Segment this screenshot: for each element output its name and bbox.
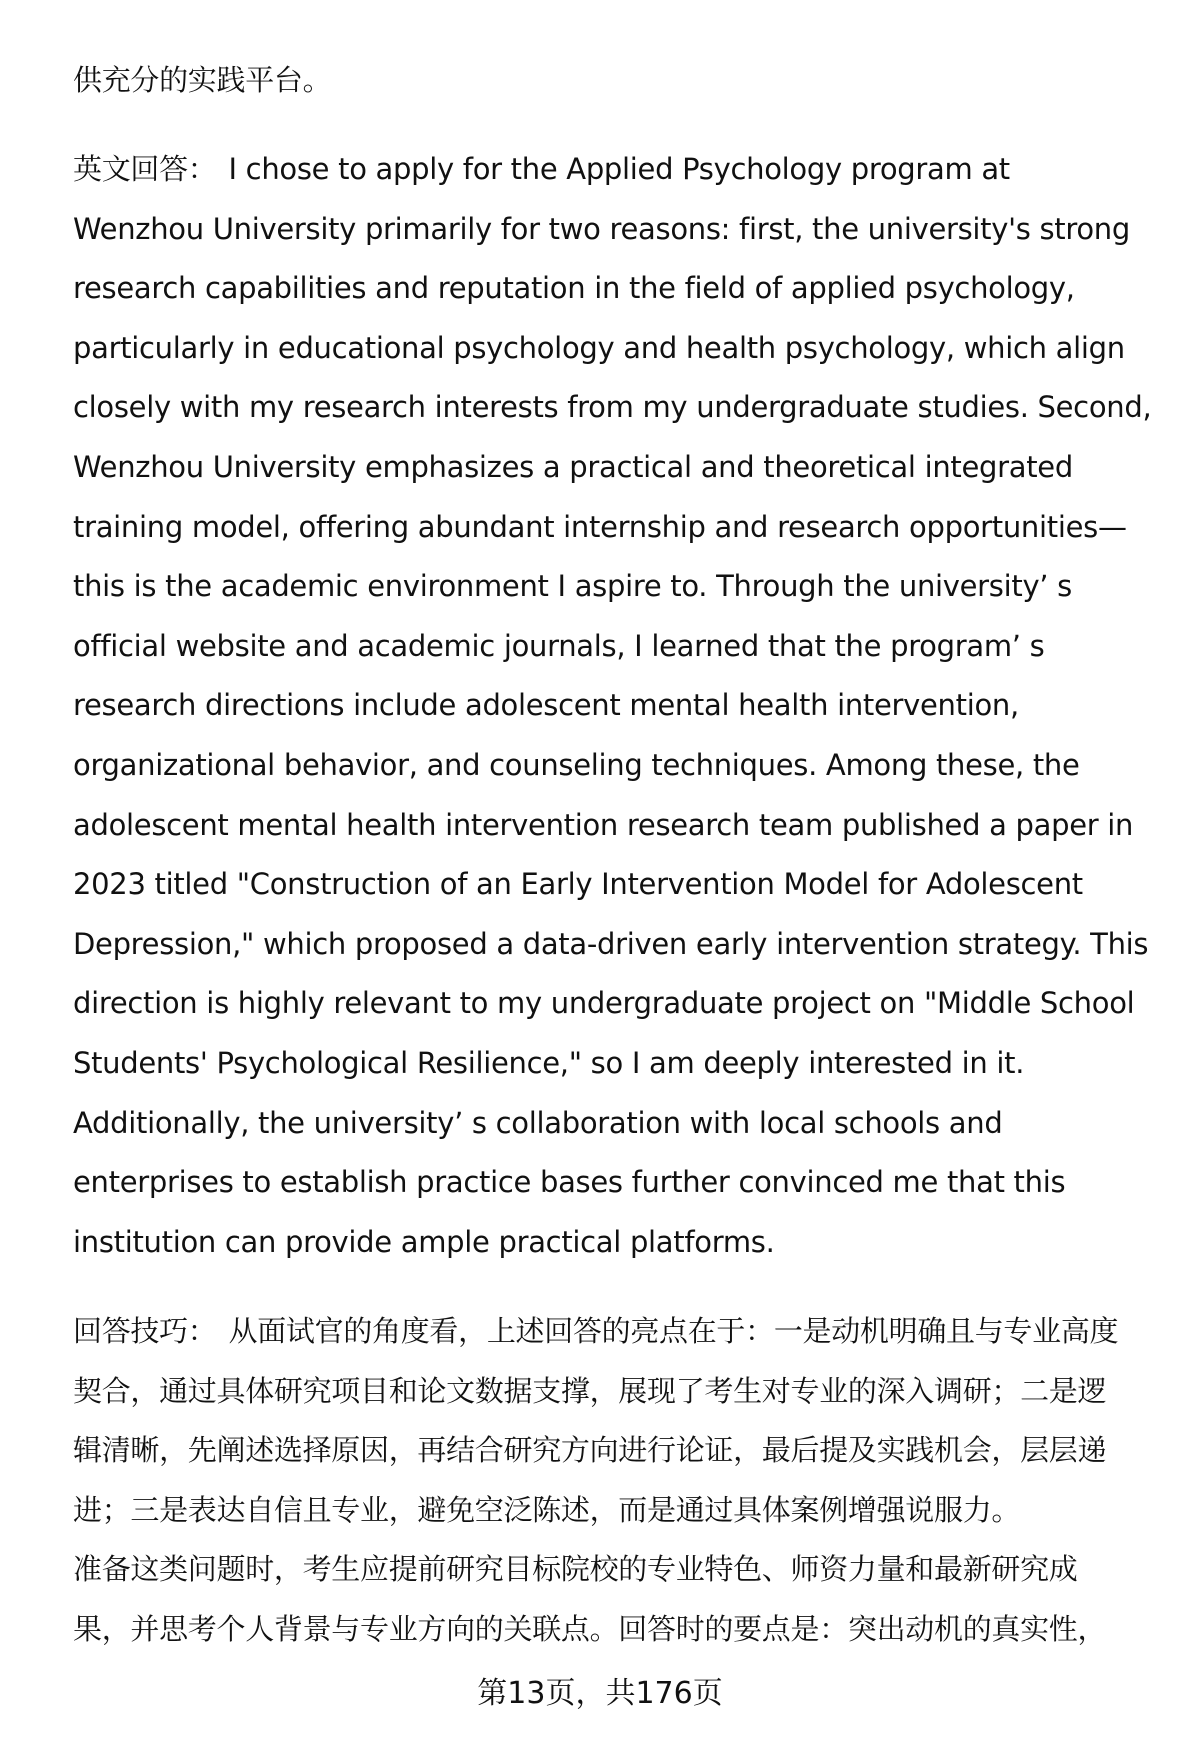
line-text: Depression," which proposed a data-driven early intervention strategy. This [73,926,1149,961]
line-text: research capabilities and reputation in the field of applied psychology, [73,271,1075,306]
line-text: 辑清晰，先阐述选择原因，再结合研究方向进行论证，最后提及实践机会，层层递 [73,1433,1107,1468]
line-text: training model, offering abundant internship and research opportunities— [73,509,1127,544]
english-answer-line [73,568,1072,604]
section-label: 英文回答： [73,152,217,186]
line-text: 从面试官的角度看，上述回答的亮点在于：一是动机明确且与专业高度 [228,1314,1119,1348]
line-text: I chose to apply for the Applied Psychology program at [228,152,1010,186]
english-answer-line [73,807,1133,843]
line-text: enterprises to establish practice bases further convinced me that this [73,1165,1066,1200]
line-text: 契合，通过具体研究项目和论文数据支撑，展现了考生对专业的深入调研；二是逻 [73,1373,1107,1408]
line-text: Wenzhou University primarily for two reasons: first, the university's strong [73,211,1130,246]
line-text: 2023 titled "Construction of an Early Intervention Model for Adolescent [73,867,1083,902]
english-answer-line [73,1224,775,1260]
line-text: institution can provide ample practical platforms. [73,1224,775,1259]
english-answer-line [73,1164,1065,1200]
english-answer-line [73,509,1127,545]
english-answer-line [73,1105,1002,1141]
line-text: 果，并思考个人背景与专业方向的关联点。回答时的要点是：突出动机的真实性， [73,1612,1107,1646]
line-text: organizational behavior, and counseling techniques. Among these, the [73,748,1080,782]
english-answer-line [73,1045,1024,1081]
english-answer-line [73,866,1083,902]
english-answer-line [73,389,1151,425]
line-text: direction is highly relevant to my undergraduate project on "Middle School [73,986,1135,1021]
intro-tail-text: 供充分的实践平台。 [73,63,332,97]
tips-line [73,1373,1106,1409]
english-answer-line [73,747,1080,783]
tips-line [73,1313,1118,1349]
english-answer-line [73,211,1130,247]
english-answer-line [73,449,1073,485]
line-text: Additionally, the university’ s collaboration with local schools and [73,1105,1003,1140]
line-text: official website and academic journals, I learned that the program’ s [73,628,1045,663]
tips-line [73,1432,1106,1468]
line-text: Wenzhou University emphasizes a practical and theoretical integrated [73,450,1073,484]
line-text: particularly in educational psychology and health psychology, which align [73,330,1125,365]
tips-line [73,1492,1020,1528]
english-answer-line [73,926,1148,962]
page-number: 第13页，共176页 [477,1676,723,1711]
english-answer-line [73,687,1019,723]
english-answer-line [73,628,1044,664]
line-text: research directions include adolescent mental health intervention, [73,688,1019,723]
english-answer-line [73,330,1125,366]
line-text: 进；三是表达自信且专业，避免空泛陈述，而是通过具体案例增强说服力。 [73,1492,1021,1527]
line-text: closely with my research interests from my undergraduate studies. Second, [73,390,1152,425]
line-text: 准备这类问题时，考生应提前研究目标院校的专业特色、师资力量和最新研究成 [73,1552,1078,1587]
section-label: 回答技巧： [73,1314,217,1348]
tips-line [73,1611,1106,1647]
english-answer-line [73,985,1134,1021]
line-text: adolescent mental health intervention research team published a paper in [73,807,1134,842]
line-text: this is the academic environment I aspire to. Through the university’ s [73,569,1072,604]
english-answer-line [73,270,1075,306]
english-answer-line [73,151,1010,187]
line-text: Students' Psychological Resilience," so I am deeply interested in it. [73,1046,1025,1080]
tips-line [73,1551,1078,1587]
